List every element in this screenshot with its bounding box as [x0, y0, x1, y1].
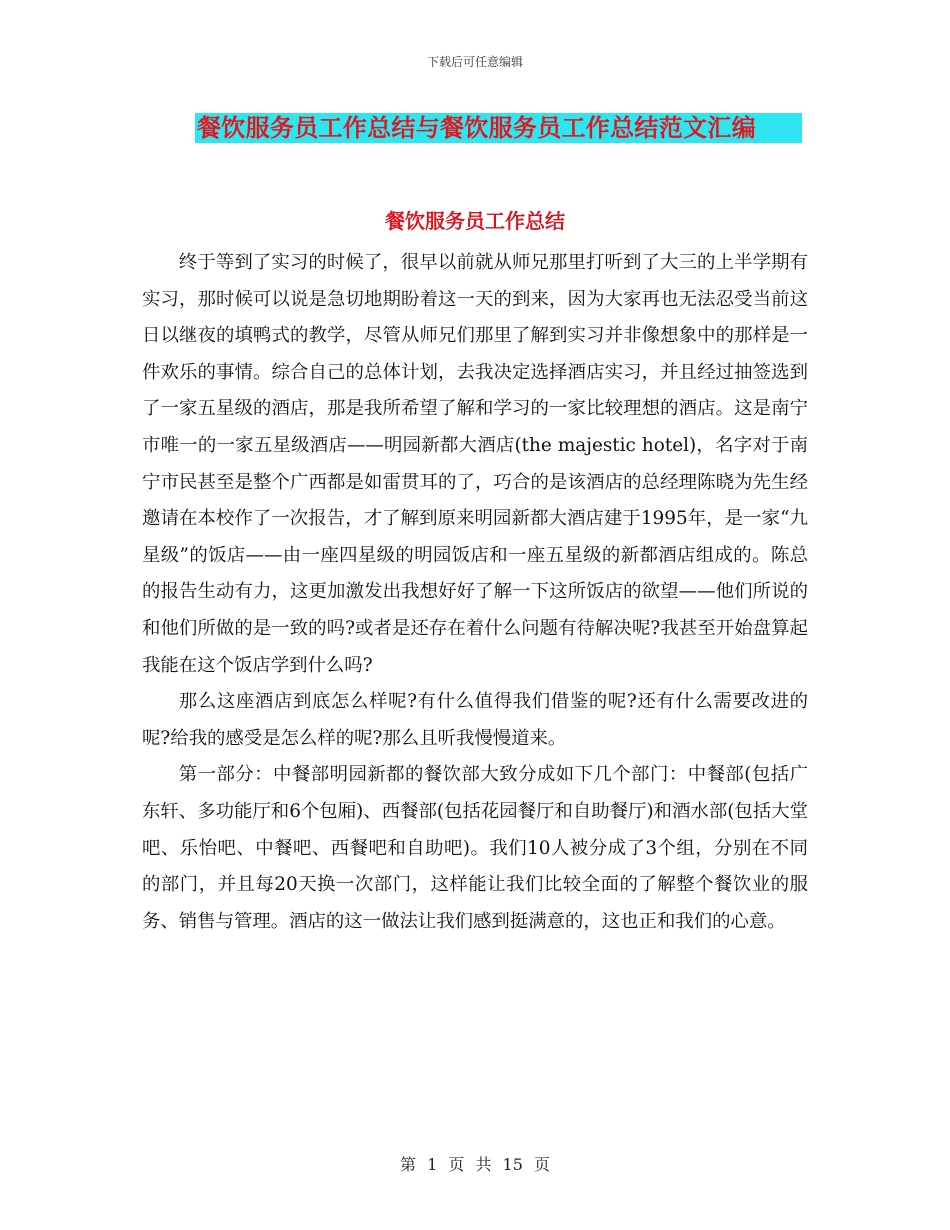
paragraph: 第一部分：中餐部明园新都的餐饮部大致分成如下几个部门：中餐部(包括广东轩、多功能厅和6个包厢)、西餐部(包括花园餐厅和自助餐厅)和酒水部(包括大堂吧、乐怡吧、中餐吧、西餐吧和自助吧)。我们10人被分成了3个组，分别在不同的部门，并且每20天换一次部门，这样能让我们比较全面的了解整个餐饮业的服务、销售与管理。酒店的这一做法让我们感到挺满意的，这也正和我们的心意。 [142, 764, 808, 932]
paragraph: 终于等到了实习的时候了，很早以前就从师兄那里打听到了大三的上半学期有实习，那时候可以说是急切地期盼着这一天的到来，因为大家再也无法忍受当前这日以继夜的填鸭式的教学，尽管从师兄们那里了解到实习并非像想象中的那样是一件欢乐的事情。综合自己的总体计划，去我决定选择酒店实习，并且经过抽签选到了一家五星级的酒店，那是我所希望了解和学习的一家比较理想的酒店。这是南宁市唯一的一家五星级酒店——明园新都大酒店(the majestic hotel)，名字对于南宁市民甚至是整个广西都是如雷贯耳的了，巧合的是该酒店的总经理陈晓为先生经邀请在本校作了一次报告，才了解到原来明园新都大酒店建于1995年，是一家“九星级”的饭店——由一座四星级的明园饭店和一座五星级的新都酒店组成的。陈总的报告生动有力，这更加激发出我想好好了解一下这所饭店的欲望——他们所说的和他们所做的是一致的吗?或者是还存在着什么问题有待解决呢?我甚至开始盘算起我能在这个饭店学到什么吗? [142, 252, 808, 676]
section-title: 餐饮服务员工作总结 [385, 209, 565, 233]
document-title: 餐饮服务员工作总结与餐饮服务员工作总结范文汇编 [195, 113, 802, 143]
document-body [142, 245, 808, 940]
page-number: 第 1 页 共 15 页 [400, 1155, 550, 1174]
document-title-block [195, 113, 802, 143]
header-note: 下载后可任意编辑 [426, 55, 523, 69]
paragraph: 那么这座酒店到底怎么样呢?有什么值得我们借鉴的呢?还有什么需要改进的呢?给我的感受是怎么样的呢?那么且听我慢慢道来。 [142, 691, 808, 749]
